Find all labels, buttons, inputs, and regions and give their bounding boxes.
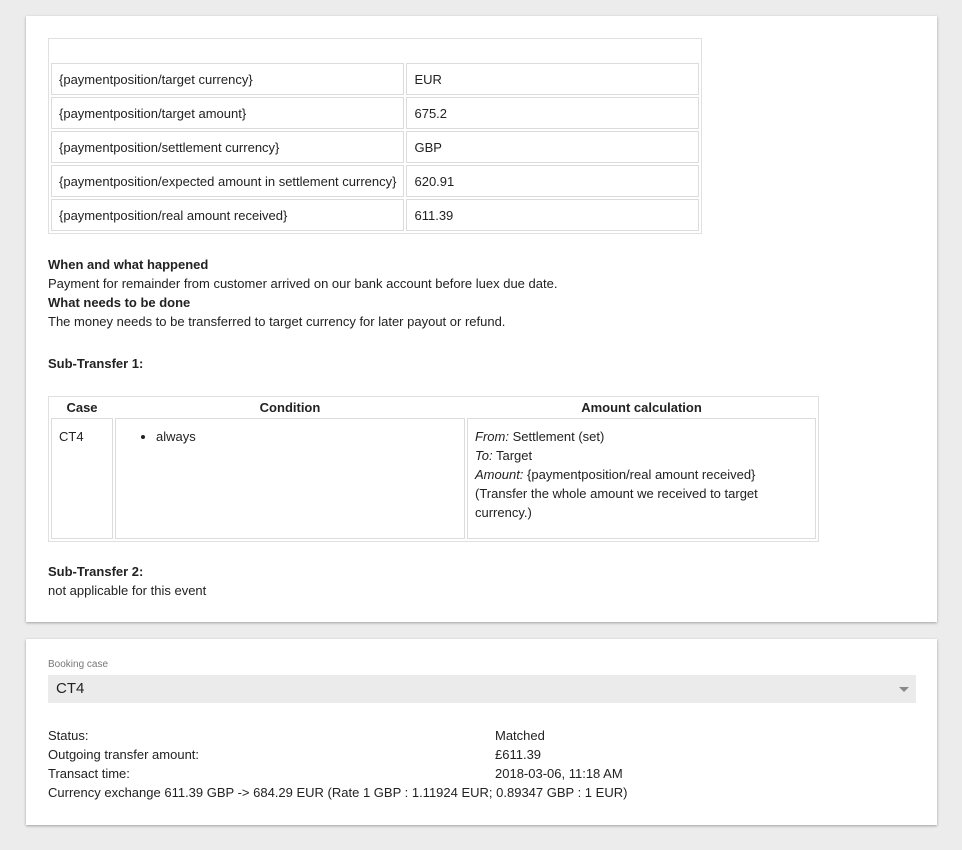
param-value: EUR — [406, 63, 699, 95]
dropdown-caret-icon — [899, 687, 909, 692]
table-header-row — [51, 399, 816, 416]
transact-time-label: Transact time: — [48, 766, 130, 781]
what-text: The money needs to be transferred to target currency for later payout or refund. — [48, 314, 506, 329]
case-cell: CT4 — [51, 418, 113, 539]
amount-label: Amount: — [475, 467, 524, 482]
param-value: 611.39 — [406, 199, 699, 231]
subtransfer1-heading: Sub-Transfer 1: — [48, 356, 144, 371]
table-row — [51, 199, 699, 231]
booking-case-value: CT4 — [56, 680, 85, 697]
condition-list — [138, 427, 457, 446]
amount-value: {paymentposition/real amount received} — [523, 467, 756, 482]
to-label: To: — [475, 448, 493, 463]
status-row — [48, 726, 545, 745]
when-text: Payment for remainder from customer arrived on our bank account before luex due date. — [48, 276, 558, 291]
from-label: From: — [475, 429, 509, 444]
to-line — [475, 446, 808, 465]
subtransfer2-text: not applicable for this event — [48, 583, 207, 598]
column-header-amount: Amount calculation — [581, 400, 702, 415]
param-key: {paymentposition/real amount received} — [51, 199, 404, 231]
status-value: Matched — [495, 728, 545, 743]
table-row — [51, 131, 699, 163]
booking-case-select[interactable] — [48, 675, 916, 703]
param-value: 675.2 — [406, 97, 699, 129]
to-value: Target — [492, 448, 533, 463]
outgoing-amount-label: Outgoing transfer amount: — [48, 747, 200, 762]
param-key: {paymentposition/target currency} — [51, 63, 404, 95]
from-value: Settlement (set) — [508, 429, 605, 444]
amount-line — [475, 465, 808, 484]
amount-note: (Transfer the whole amount we received to target currency.) — [475, 486, 758, 520]
param-key: {paymentposition/target amount} — [51, 97, 404, 129]
param-value: 620.91 — [406, 165, 699, 197]
table-row — [51, 418, 816, 539]
param-key: {paymentposition/settlement currency} — [51, 131, 404, 163]
what-heading: What needs to be done — [48, 295, 191, 310]
event-description-card — [26, 16, 937, 622]
column-header-case: Case — [66, 400, 98, 415]
from-line — [475, 427, 808, 446]
outgoing-amount-value: £611.39 — [495, 747, 542, 762]
table-row — [51, 97, 699, 129]
currency-exchange-text: Currency exchange 611.39 GBP -> 684.29 EUR (Rate 1 GBP : 1.11924 EUR; 0.89347 GBP : 1 EUR) — [48, 785, 628, 800]
condition-cell — [115, 418, 465, 539]
list-item: • always — [156, 427, 457, 446]
subtransfer1-table — [48, 396, 819, 542]
transact-time-row — [48, 764, 623, 783]
outgoing-amount-row — [48, 745, 542, 764]
subtransfer2-heading: Sub-Transfer 2: — [48, 564, 144, 579]
amount-calculation-cell — [467, 418, 816, 539]
table-header-row — [51, 41, 699, 61]
payment-parameters-table — [48, 38, 702, 234]
booking-case-label: Booking case — [48, 659, 109, 670]
column-header-condition: Condition — [259, 400, 321, 415]
when-heading: When and what happened — [48, 257, 209, 272]
status-label: Status: — [48, 728, 89, 743]
table-row — [51, 63, 699, 95]
table-row — [51, 165, 699, 197]
param-key: {paymentposition/expected amount in settlement currency} — [51, 165, 404, 197]
transact-time-value: 2018-03-06, 11:18 AM — [495, 766, 623, 781]
param-value: GBP — [406, 131, 699, 163]
booking-card — [26, 639, 937, 825]
